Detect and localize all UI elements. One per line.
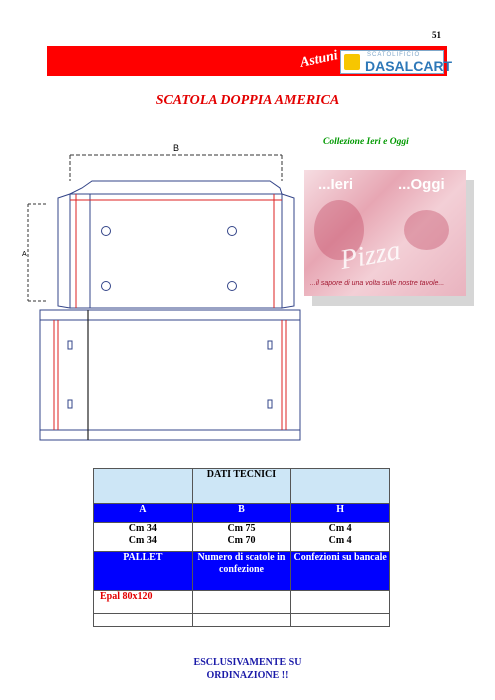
company-logo: [340, 50, 453, 74]
col-b-label: B: [192, 504, 291, 523]
table-cell: [291, 523, 390, 552]
value-b-1: Cm 75: [227, 523, 256, 534]
table-cell: [192, 591, 291, 614]
epal-label: Epal 80x120: [94, 591, 193, 614]
col-a-label: A: [94, 504, 193, 523]
logo-name: DASALCART: [365, 58, 453, 74]
technical-data-table: [93, 468, 390, 627]
page-number: 51: [432, 30, 441, 40]
table-cell: [291, 614, 390, 627]
epal-row: [94, 591, 390, 614]
photo-text-oggi: ...Oggi: [398, 176, 445, 193]
dimension-b: [70, 143, 282, 181]
lid-panel: [58, 181, 294, 308]
page-title: SCATOLA DOPPIA AMERICA: [155, 93, 340, 108]
photo-caption: ...il sapore di una volta sulle nostre tavole...: [310, 280, 445, 287]
box-die-cut-diagram: [18, 138, 308, 453]
dim-b-label: B: [172, 143, 180, 153]
table-cell: [94, 614, 193, 627]
value-h-1: Cm 4: [328, 523, 352, 534]
dimension-label-row: [94, 504, 390, 523]
table-cell: [192, 614, 291, 627]
pallet-label-row: [94, 552, 390, 591]
table-cell: [291, 591, 390, 614]
order-notice-line1: ESCLUSIVAMENTE SU: [193, 657, 302, 668]
pallet-label: PALLET: [94, 552, 193, 591]
logo-mark-icon: [344, 54, 360, 70]
base-panel: [40, 310, 300, 440]
table-cell: [94, 469, 193, 504]
table-cell: [291, 469, 390, 504]
table-cell: [94, 523, 193, 552]
dim-a-label: A: [22, 251, 27, 258]
table-cell: [192, 523, 291, 552]
quantity-label: Numero di scatole in confezione: [192, 552, 291, 591]
dimension-a: [22, 204, 46, 301]
value-h-2: Cm 4: [328, 535, 352, 546]
order-notice: [0, 656, 495, 682]
product-photo: [304, 170, 466, 296]
empty-row: [94, 614, 390, 627]
order-notice-line2: ORDINAZIONE !!: [206, 670, 289, 681]
dimension-values-row: [94, 523, 390, 552]
photo-decoration: [404, 210, 449, 250]
photo-script-text: Pizza: [337, 234, 403, 277]
value-a-2: Cm 34: [128, 535, 157, 546]
value-a-1: Cm 34: [128, 523, 157, 534]
value-b-2: Cm 70: [227, 535, 256, 546]
brand-script-logo: Astuni: [298, 48, 340, 71]
photo-text-ieri: ...Ieri: [318, 176, 354, 193]
collection-label: Collezione Ieri e Oggi: [323, 137, 409, 147]
col-h-label: H: [291, 504, 390, 523]
bundle-label: Confezioni su bancale: [291, 552, 390, 591]
table-header-row: [94, 469, 390, 504]
table-title: DATI TECNICI: [192, 469, 291, 504]
logo-subtitle: SCATOLIFICIO: [367, 52, 421, 58]
